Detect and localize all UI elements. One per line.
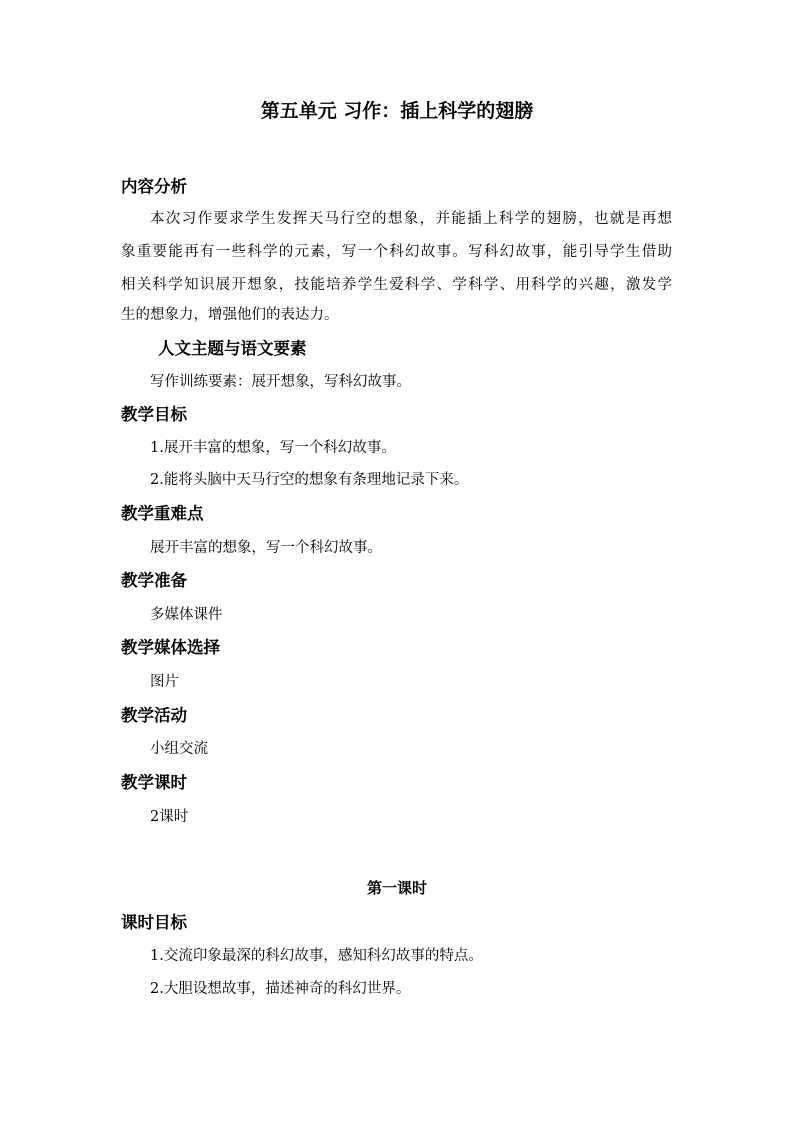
difficulties-text: 展开丰富的想象，写一个科幻故事。	[150, 540, 382, 556]
heading-lesson-goals: 课时目标	[121, 913, 187, 932]
goal-item-1: 1.展开丰富的想象，写一个科幻故事。	[150, 440, 396, 456]
content-analysis-line-4: 生的想象力，增强他们的表达力。	[121, 307, 339, 323]
content-analysis-line-1: 本次习作要求学生发挥天马行空的想象，并能插上科学的翅膀，也就是再想	[150, 211, 672, 227]
heading-preparation: 教学准备	[121, 571, 187, 590]
theme-text: 写作训练要素：展开想象，写科幻故事。	[150, 374, 411, 390]
heading-theme: 人文主题与语文要素	[158, 339, 307, 358]
heading-hours: 教学课时	[121, 773, 187, 792]
heading-difficulties: 教学重难点	[121, 504, 204, 523]
heading-media: 教学媒体选择	[121, 638, 220, 657]
content-analysis-line-2: 象重要能再有一些科学的元素，写一个科幻故事。写科幻故事，能引导学生借助	[121, 244, 672, 260]
preparation-text: 多媒体课件	[150, 607, 223, 623]
lesson-goal-item-1: 1.交流印象最深的科幻故事，感知科幻故事的特点。	[150, 948, 483, 964]
document-title: 第五单元 习作：插上科学的翅膀	[260, 100, 534, 122]
media-text: 图片	[150, 674, 179, 690]
heading-activity: 教学活动	[121, 706, 187, 725]
heading-lesson-1: 第一课时	[366, 879, 427, 897]
heading-goals: 教学目标	[121, 405, 187, 424]
activity-text: 小组交流	[150, 741, 208, 757]
hours-text: 2课时	[150, 809, 189, 825]
heading-content-analysis: 内容分析	[121, 177, 187, 196]
content-analysis-line-3: 相关科学知识展开想象，技能培养学生爱科学、学科学、用科学的兴趣，激发学	[121, 277, 672, 293]
lesson-goal-item-2: 2.大胆设想故事，描述神奇的科幻世界。	[150, 981, 411, 997]
goal-item-2: 2.能将头脑中天马行空的想象有条理地记录下来。	[150, 472, 469, 488]
